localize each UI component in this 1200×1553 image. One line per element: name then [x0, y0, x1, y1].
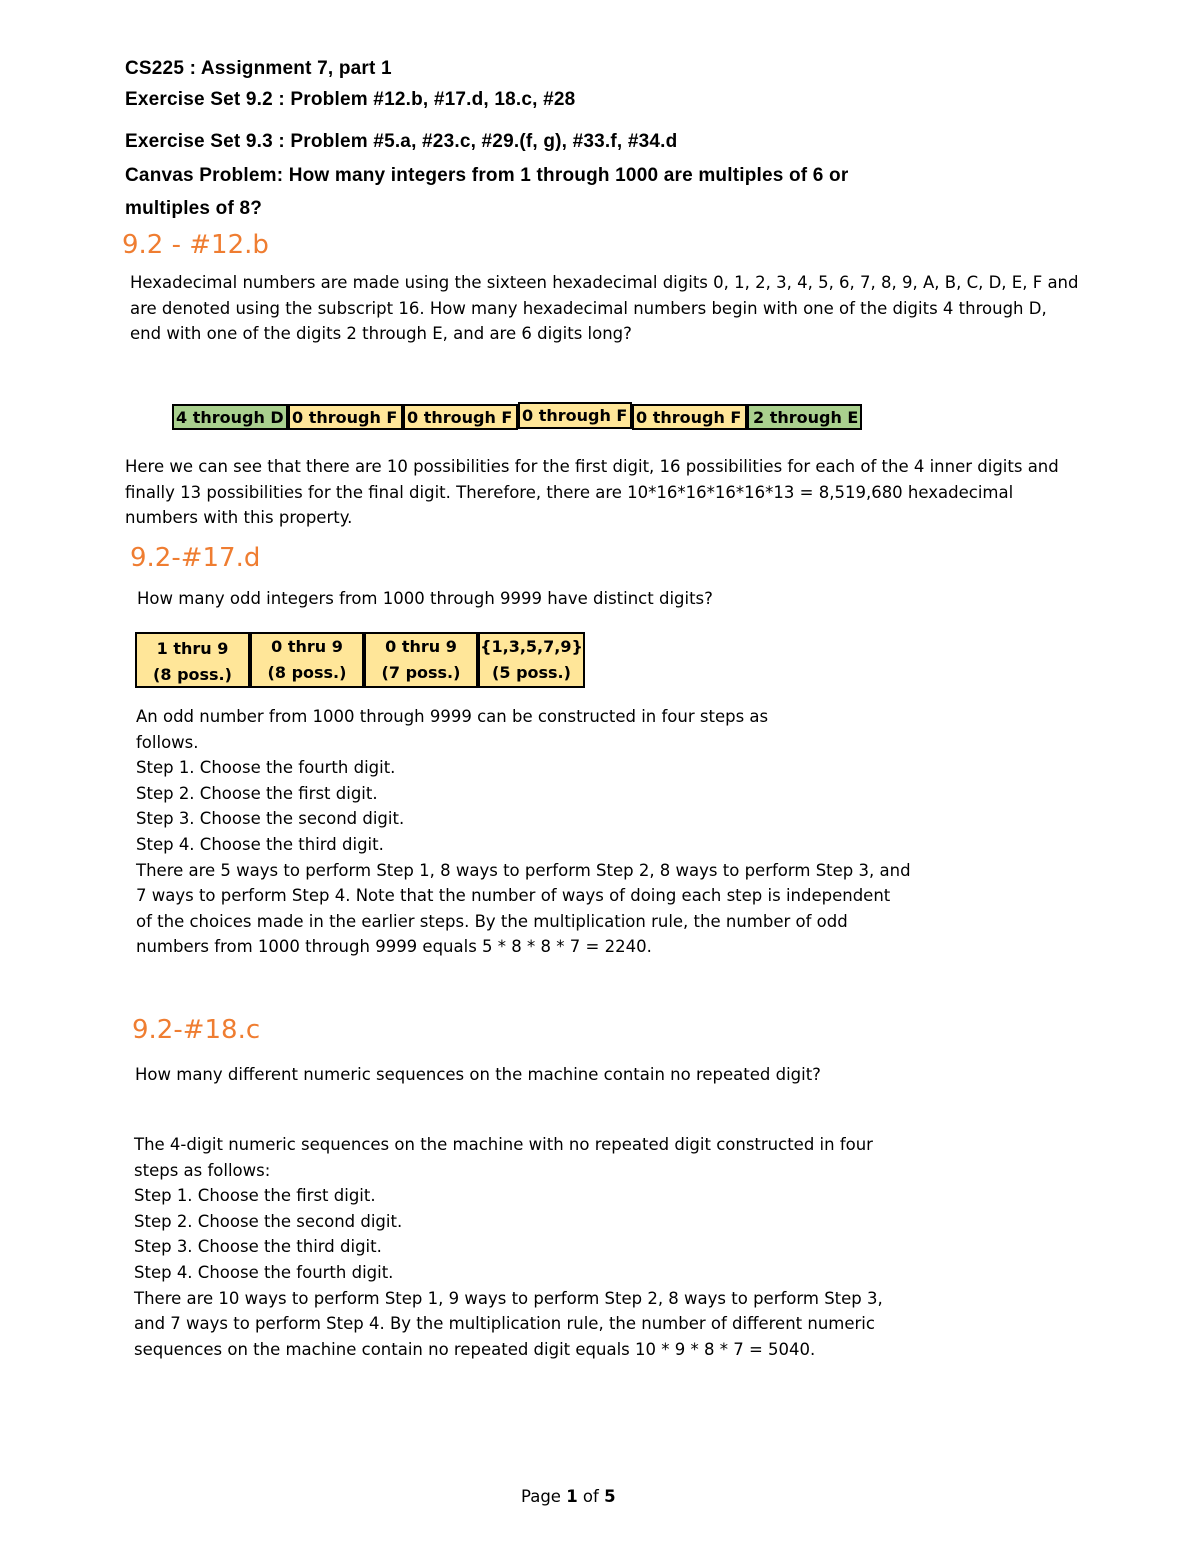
answer-line: Step 1. Choose the first digit.	[134, 1186, 376, 1206]
answer-17d	[136, 704, 911, 960]
answer-line: sequences on the machine contain no repeated digit equals 10 * 9 * 8 * 7 = 5040.	[134, 1339, 816, 1359]
answer-line: steps as follows:	[134, 1160, 271, 1180]
digit-count: (7 poss.)	[381, 663, 461, 682]
page-label: Page	[521, 1487, 567, 1506]
digit-count: (8 poss.)	[153, 665, 232, 684]
digit-box: 0 through F	[632, 404, 747, 430]
answer-line: and 7 ways to perform Step 4. By the multiplication rule, the number of different numeric	[134, 1314, 875, 1334]
digit-range: 0 thru 9	[385, 637, 457, 656]
question-line: end with one of the digits 2 through E, and are 6 digits long?	[130, 324, 632, 344]
answer-line: follows.	[136, 732, 199, 752]
digit-box	[364, 632, 478, 688]
digit-box	[135, 632, 250, 688]
answer-line: finally 13 possibilities for the final digit. Therefore, there are 10*16*16*16*16*13 = 8,519,680 hexadecimal	[125, 482, 1014, 502]
answer-line: 7 ways to perform Step 4. Note that the number of ways of doing each step is independent	[136, 886, 891, 906]
answer-line: Here we can see that there are 10 possibilities for the first digit, 16 possibilities for each of the 4 inner digits and	[125, 457, 1059, 476]
digit-count: (5 poss.)	[492, 663, 571, 682]
canvas-problem-line-1: Canvas Problem: How many integers from 1 through 1000 are multiples of 6 or	[125, 165, 849, 186]
digit-box: 4 through D	[172, 404, 288, 430]
digit-box	[478, 632, 585, 688]
answer-18c	[134, 1132, 883, 1362]
digit-count: (8 poss.)	[267, 663, 347, 682]
page-footer	[521, 1487, 616, 1506]
section-heading-12b: 9.2 - #12.b	[122, 230, 269, 260]
question-18c	[135, 1062, 821, 1088]
canvas-problem-line-2: multiples of 8?	[125, 198, 263, 219]
page-total: 5	[604, 1487, 616, 1506]
digit-box: 0 through F	[288, 404, 403, 430]
assignment-title: CS225 : Assignment 7, part 1	[125, 58, 392, 79]
exercise-set-9-3: Exercise Set 9.3 : Problem #5.a, #23.c, #29.(f, g), #33.f, #34.d	[125, 131, 678, 152]
answer-line: Step 3. Choose the third digit.	[134, 1237, 382, 1257]
answer-line: Step 2. Choose the second digit.	[134, 1211, 403, 1231]
digit-range: 0 thru 9	[271, 637, 343, 656]
question-line: Hexadecimal numbers are made using the sixteen hexadecimal digits 0, 1, 2, 3, 4, 5, 6, 7, 8, 9, A, B, C, D, E, F and	[130, 273, 1079, 292]
question-17d	[137, 586, 713, 612]
answer-12b	[125, 454, 1059, 531]
answer-line: numbers with this property.	[125, 508, 353, 528]
answer-line: Step 4. Choose the fourth digit.	[134, 1262, 394, 1282]
digit-box: 2 through E	[747, 404, 862, 430]
question-line: How many odd integers from 1000 through 9999 have distinct digits?	[137, 589, 713, 608]
section-heading-17d: 9.2-#17.d	[130, 543, 261, 573]
page-of-label: of	[577, 1487, 605, 1506]
question-line: are denoted using the subscript 16. How many hexadecimal numbers begin with one of the digits 4 through D,	[130, 298, 1047, 318]
answer-line: Step 3. Choose the second digit.	[136, 809, 405, 829]
digit-box: 0 through F	[518, 402, 632, 429]
answer-line: Step 2. Choose the first digit.	[136, 783, 378, 803]
answer-line: There are 5 ways to perform Step 1, 8 ways to perform Step 2, 8 ways to perform Step 3, and	[136, 860, 911, 880]
digit-range: 1 thru 9	[156, 639, 229, 658]
answer-line: Step 4. Choose the third digit.	[136, 834, 384, 854]
answer-line: numbers from 1000 through 9999 equals 5 * 8 * 8 * 7 = 2240.	[136, 937, 652, 957]
answer-line: The 4-digit numeric sequences on the machine with no repeated digit constructed in four	[134, 1135, 873, 1154]
digit-range: {1,3,5,7,9}	[480, 637, 583, 656]
section-heading-18c: 9.2-#18.c	[132, 1015, 261, 1045]
question-12b	[130, 270, 1079, 347]
answer-line: There are 10 ways to perform Step 1, 9 ways to perform Step 2, 8 ways to perform Step 3,	[134, 1288, 883, 1308]
answer-line: An odd number from 1000 through 9999 can be constructed in four steps as	[136, 707, 769, 726]
digit-box: 0 through F	[403, 404, 518, 430]
digit-box	[250, 632, 364, 688]
answer-line: of the choices made in the earlier steps. By the multiplication rule, the number of odd	[136, 911, 848, 931]
exercise-set-9-2: Exercise Set 9.2 : Problem #12.b, #17.d, 18.c, #28	[125, 89, 576, 110]
answer-line: Step 1. Choose the fourth digit.	[136, 758, 396, 778]
question-line: How many different numeric sequences on the machine contain no repeated digit?	[135, 1065, 821, 1084]
page-number: 1	[566, 1487, 578, 1506]
